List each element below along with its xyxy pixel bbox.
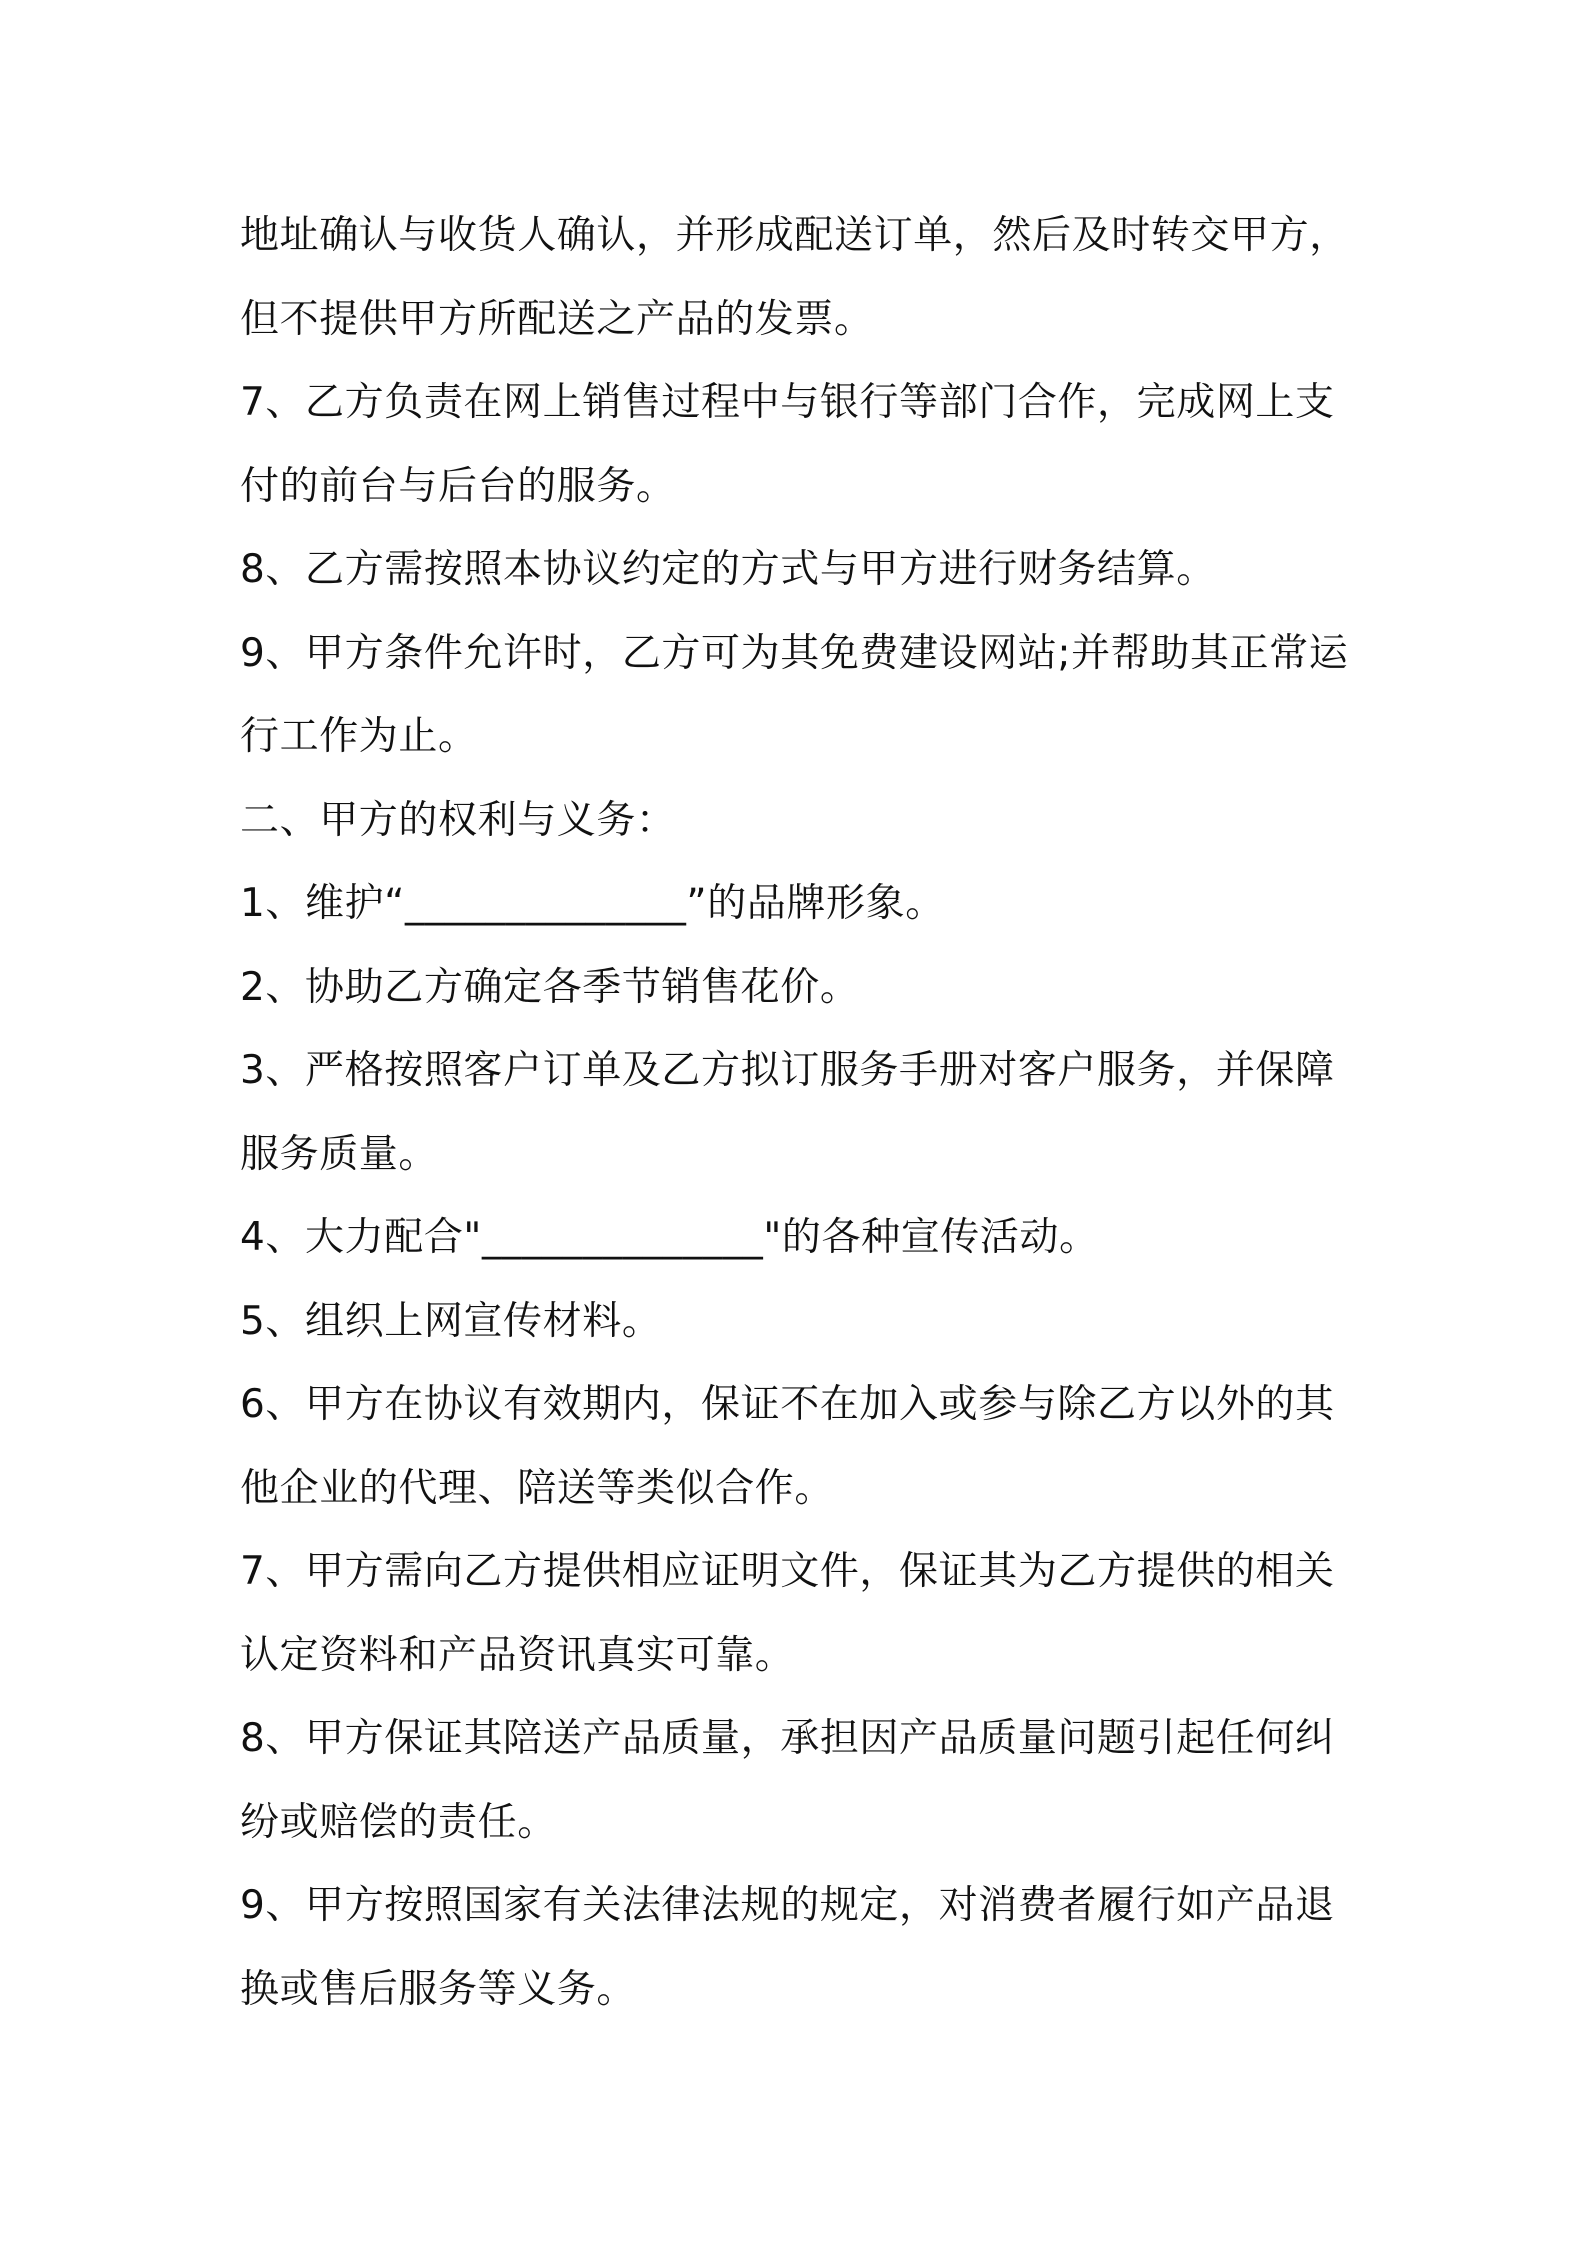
text-line: 付的前台与后台的服务。: [240, 463, 676, 509]
text-line: 3、严格按照客户订单及乙方拟订服务手册对客户服务，并保障: [240, 1048, 1335, 1093]
text-line: 行工作为止。: [240, 714, 478, 759]
text-line: 4、大力配合"______________"的各种宣传活动。: [240, 1215, 1099, 1260]
text-line: 8、甲方保证其陪送产品质量，承担因产品质量问题引起任何纠: [240, 1716, 1335, 1761]
text-line: 地址确认与收货人确认，并形成配送订单，然后及时转交甲方，: [240, 213, 1349, 258]
text-line: 他企业的代理、陪送等类似合作。: [240, 1465, 835, 1511]
text-line: 认定资料和产品资讯真实可靠。: [240, 1632, 795, 1678]
text-line: 6、甲方在协议有效期内，保证不在加入或参与除乙方以外的其: [240, 1382, 1335, 1427]
text-line: 9、甲方按照国家有关法律法规的规定，对消费者履行如产品退: [240, 1883, 1335, 1928]
document-body: [240, 194, 1360, 2031]
text-line: 5、组织上网宣传材料。: [240, 1298, 662, 1344]
text-line: 但不提供甲方所配送之产品的发票。: [240, 296, 874, 342]
text-line: 服务质量。: [240, 1131, 439, 1177]
section-heading: 二、甲方的权利与义务：: [240, 797, 676, 843]
text-line: 纷或赔偿的责任。: [240, 1799, 557, 1845]
text-line: 8、乙方需按照本协议约定的方式与甲方进行财务结算。: [240, 547, 1216, 592]
text-line: 2、协助乙方确定各季节销售花价。: [240, 964, 860, 1010]
text-line: 9、甲方条件允许时，乙方可为其免费建设网站;并帮助其正常运: [240, 630, 1349, 676]
text-line: 1、维护“______________”的品牌形象。: [240, 881, 945, 926]
text-line: 换或售后服务等义务。: [240, 1966, 637, 2012]
text-line: 7、乙方负责在网上销售过程中与银行等部门合作，完成网上支: [240, 380, 1335, 425]
text-line: 7、甲方需向乙方提供相应证明文件，保证其为乙方提供的相关: [240, 1549, 1335, 1594]
